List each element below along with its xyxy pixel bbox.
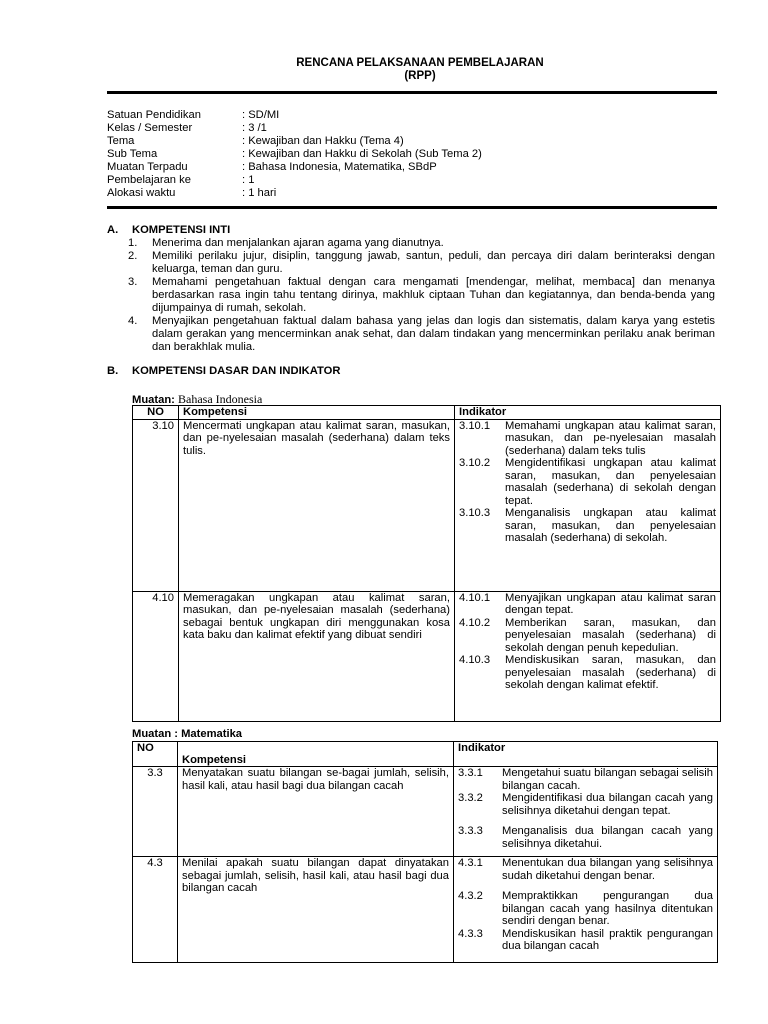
indicator-item: [458, 825, 713, 850]
muatan-label: Muatan:: [132, 394, 175, 406]
header-indikator: Indikator: [454, 742, 718, 767]
indicator-number: 3.3.3: [458, 825, 483, 837]
indicator-text: Mengetahui suatu bilangan sebagai selisih bilangan cacah.: [502, 767, 713, 792]
list-number: 4.: [128, 315, 138, 327]
indicator-item: [458, 792, 713, 817]
list-item: [128, 250, 715, 276]
indicator-item: [459, 654, 716, 692]
header-kompetensi: Kompetensi: [179, 406, 455, 420]
kompetensi-inti-list: [128, 237, 715, 354]
list-text: Menerima dan menjalankan ajaran agama yang dianutnya.: [152, 237, 444, 249]
indicator-item: [459, 457, 716, 507]
indicator-number: 4.10.1: [459, 591, 491, 604]
row-number: 4.10: [133, 591, 179, 721]
list-item: [128, 315, 715, 354]
identity-value: : Kewajiban dan Hakku (Tema 4): [242, 135, 404, 147]
top-divider: [107, 91, 717, 94]
identity-label: Sub Tema: [107, 148, 158, 160]
document-title: RENCANA PELAKSANAAN PEMBELAJARAN: [296, 57, 544, 69]
list-item: [128, 276, 715, 315]
identity-label: Alokasi waktu: [107, 187, 176, 199]
indicator-text: Mengidentifikasi dua bilangan cacah yang selisihnya diketahui dengan tepat.: [502, 792, 713, 817]
indicator-text: Menganalisis ungkapan atau kalimat saran, masukan, dan penyelesaian masalah (sederhana) di sekolah.: [505, 507, 716, 544]
row-indikator: [455, 591, 721, 721]
list-number: 3.: [128, 276, 138, 288]
row-indikator: [455, 419, 721, 591]
indicator-number: 3.10.1: [459, 419, 491, 432]
section-a-heading: [107, 224, 230, 236]
identity-value: : Bahasa Indonesia, Matematika, SBdP: [242, 161, 437, 173]
table-row: [133, 419, 721, 591]
row-indikator: [454, 767, 718, 857]
header-no: NO: [133, 406, 179, 420]
list-text: Memiliki perilaku jujur, disiplin, tanggung jawab, santun, peduli, dan percaya diri dalam berinteraksi dengan keluarga, teman dan guru.: [152, 250, 715, 275]
indicator-item: [459, 507, 716, 545]
spacer: [458, 817, 713, 825]
row-kompetensi: Memeragakan ungkapan atau kalimat saran, masukan, dan pe-nyelesaian masalah (sederhana) sebagai bentuk ungkapan diri menggunakan kosa kata baku dan kalimat efektif yang dibuat sendiri: [179, 591, 455, 721]
row-number: 3.3: [133, 767, 178, 857]
indicator-item: [459, 420, 716, 458]
header-indikator: Indikator: [455, 406, 721, 420]
indicator-number: 3.3.2: [458, 792, 483, 804]
list-text: Menyajikan pengetahuan faktual dalam bahasa yang jelas dan logis dan sistematis, dalam karya yang estetis dalam gerakan yang mencerminkan anak sehat, dan dalam tindakan yang mencerminkan perilaku anak beriman dan berakhlak mulia.: [152, 315, 715, 353]
identity-label: Kelas / Semester: [107, 122, 193, 134]
identity-value: : 1 hari: [242, 187, 277, 199]
table-header-row: [133, 406, 721, 420]
indicator-text: Menentukan dua bilangan yang selisihnya sudah diketahui dengan benar.: [502, 857, 713, 882]
list-item: [128, 237, 715, 250]
identity-label: Satuan Pendidikan: [107, 109, 201, 121]
identity-value: : 1: [242, 174, 255, 186]
identity-label: Pembelajaran ke: [107, 174, 191, 186]
header-no: NO: [133, 742, 178, 767]
section-letter: A.: [107, 224, 119, 236]
indicator-item: [458, 857, 713, 882]
row-kompetensi: Menyatakan suatu bilangan se-bagai jumlah, selisih, hasil kali, atau hasil bagi dua bilangan cacah: [178, 767, 454, 857]
list-text: Memahami pengetahuan faktual dengan cara mengamati [mendengar, melihat, membaca] dan menanya berdasarkan rasa ingin tahu tentang dirinya, makhluk ciptaan Tuhan dan kegiatannya, dan benda-benda yang dijumpainya di rumah, sekolah.: [152, 276, 715, 314]
indicator-number: 4.10.2: [459, 616, 491, 629]
indicator-text: Memberikan saran, masukan, dan penyelesaian masalah (sederhana) di sekolah dengan penuh kepedulian.: [505, 616, 716, 654]
indicator-text: Mempraktikkan pengurangan dua bilangan cacah yang hasilnya ditentukan sendiri dengan benar.: [502, 890, 713, 927]
indicator-number: 4.10.3: [459, 654, 491, 666]
indicator-text: Mendiskusikan hasil praktik pengurangan dua bilangan cacah: [502, 927, 713, 952]
list-number: 1.: [128, 237, 138, 249]
row-indikator: [454, 857, 718, 963]
list-number: 2.: [128, 250, 138, 262]
identity-label: Muatan Terpadu: [107, 161, 188, 173]
indicator-number: 4.3.2: [458, 890, 483, 902]
spacer: [458, 882, 713, 890]
table-header-row: [133, 742, 718, 767]
identity-value: : 3 /1: [242, 122, 267, 134]
section-title: KOMPETENSI DASAR DAN INDIKATOR: [132, 365, 341, 377]
indicator-text: Menyajikan ungkapan atau kalimat saran dengan tepat.: [505, 591, 716, 616]
identity-divider: [107, 206, 717, 209]
indicator-item: [459, 617, 716, 655]
indicator-text: Memahami ungkapan atau kalimat saran, masukan, dan pe-nyelesaian masalah (sederhana) dalam teks tulis: [505, 419, 716, 457]
indicator-item: [458, 890, 713, 928]
indicator-number: 4.3.1: [458, 857, 483, 869]
muatan-subject: Bahasa Indonesia: [178, 392, 263, 406]
document-subtitle: (RPP): [404, 70, 436, 82]
row-kompetensi: Mencermati ungkapan atau kalimat saran, masukan, dan pe-nyelesaian masalah (sederhana) dalam teks tulis.: [179, 419, 455, 591]
indicator-text: Menganalisis dua bilangan cacah yang selisihnya diketahui.: [502, 825, 713, 850]
indicator-text: Mengidentifikasi ungkapan atau kalimat saran, masukan, dan penyelesaian masalah (sederhana) di sekolah dengan tepat.: [505, 457, 716, 507]
row-number: 3.10: [133, 419, 179, 591]
row-kompetensi: Menilai apakah suatu bilangan dapat dinyatakan sebagai jumlah, selisih, hasil kali, atau hasil bagi dua bilangan cacah: [178, 857, 454, 963]
indicator-item: [459, 592, 716, 617]
indicator-number: 3.10.2: [459, 457, 491, 469]
identity-value: : Kewajiban dan Hakku di Sekolah (Sub Tema 2): [242, 148, 482, 160]
section-letter: B.: [107, 365, 119, 377]
table-row: [133, 857, 718, 963]
table-row: [133, 591, 721, 721]
row-number: 4.3: [133, 857, 178, 963]
indicator-number: 3.10.3: [459, 507, 491, 519]
matematika-table: [132, 741, 718, 963]
indicator-number: 4.3.3: [458, 927, 483, 940]
header-kompetensi: Kompetensi: [178, 742, 454, 767]
indicator-number: 3.3.1: [458, 767, 483, 779]
muatan-matematika-label: Muatan : Matematika: [132, 728, 243, 740]
bahasa-table: [132, 405, 721, 722]
indicator-text: Mendiskusikan saran, masukan, dan penyelesaian masalah (sederhana) di sekolah dengan kalimat efektif.: [505, 654, 716, 691]
section-title: KOMPETENSI INTI: [132, 224, 231, 236]
identity-value: : SD/MI: [242, 109, 280, 121]
table-row: [133, 767, 718, 857]
identity-label: Tema: [107, 135, 135, 147]
section-b-heading: [107, 365, 340, 377]
indicator-item: [458, 767, 713, 792]
indicator-item: [458, 928, 713, 953]
